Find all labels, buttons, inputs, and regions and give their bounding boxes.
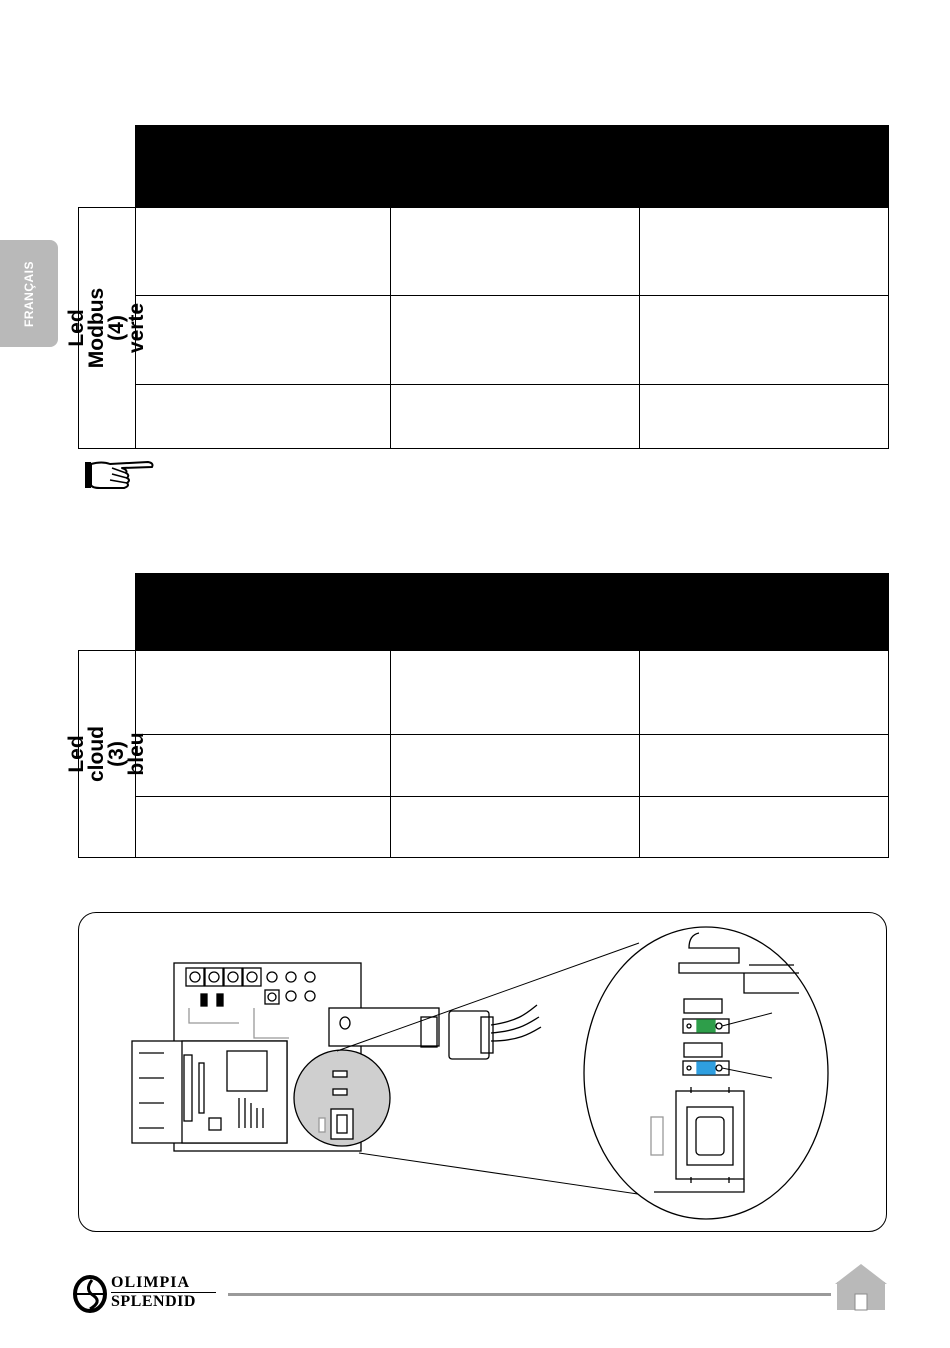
table-cell — [639, 797, 888, 858]
modbus-led-table — [64, 125, 889, 449]
table-header-cell — [390, 574, 639, 651]
board-illustration — [79, 913, 886, 1231]
table-header-cell — [639, 574, 888, 651]
logo-mark-icon — [68, 1272, 110, 1314]
table-cell — [135, 296, 390, 385]
table-cell — [135, 651, 390, 735]
cloud-row-label-text: Led cloud (3) bleu — [64, 726, 148, 782]
table-cell — [390, 208, 639, 296]
table-cell — [135, 735, 390, 797]
table-cell — [390, 385, 639, 449]
table-cell — [639, 296, 888, 385]
cloud-row-label — [64, 726, 148, 782]
table-cell — [390, 296, 639, 385]
brand-line-2: SPLENDID — [111, 1293, 196, 1310]
olimpia-splendid-logo — [68, 1272, 228, 1314]
modbus-row-label-text: Led Modbus (4) verte — [64, 287, 148, 369]
brand-line-1: OLIMPIA — [111, 1274, 190, 1291]
table-header-cell — [135, 126, 390, 208]
table-header-cell — [639, 126, 888, 208]
table-cell — [639, 385, 888, 449]
table-cell — [639, 651, 888, 735]
board-illustration-box — [78, 912, 887, 1232]
table-cell — [390, 797, 639, 858]
hand-pointing-icon — [82, 458, 158, 492]
table-corner — [79, 126, 136, 208]
modbus-row-label-cell — [64, 208, 148, 449]
table-header-cell — [135, 574, 390, 651]
table-cell — [135, 385, 390, 449]
table-cell — [135, 208, 390, 296]
home-icon[interactable] — [833, 1262, 889, 1312]
modbus-row-label — [64, 287, 148, 369]
table-cell — [390, 735, 639, 797]
cloud-row-label-cell — [64, 651, 148, 858]
footer-rule — [228, 1293, 831, 1296]
table-cell — [135, 797, 390, 858]
table-header-cell — [390, 126, 639, 208]
language-tab-label: FRANÇAIS — [22, 260, 36, 327]
language-tab[interactable] — [0, 240, 58, 347]
table-cell — [390, 651, 639, 735]
cloud-led-table — [64, 573, 889, 858]
table-cell — [639, 208, 888, 296]
table-cell — [639, 735, 888, 797]
table-corner — [79, 574, 136, 651]
